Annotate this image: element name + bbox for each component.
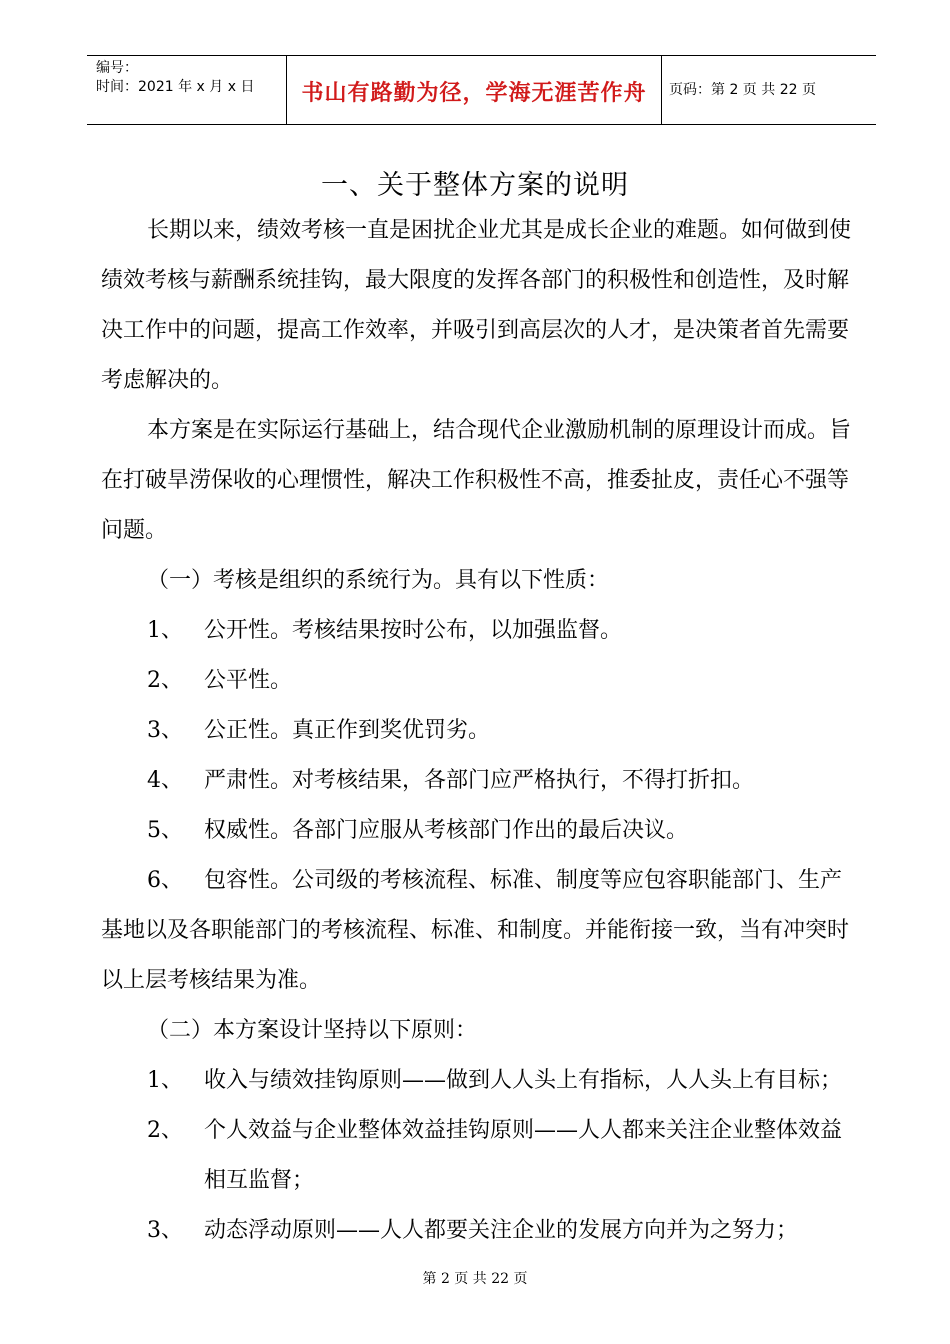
- list-item: [147, 769, 867, 795]
- para2-line: 在打破旱涝保收的心理惯性，解决工作积极性不高，推委扯皮，责任心不强等: [101, 468, 850, 493]
- list-item-text: 公正性。真正作到奖优罚劣。: [204, 718, 491, 743]
- para2-line: 问题。: [101, 518, 168, 543]
- para1-line: 长期以来，绩效考核一直是困扰企业尤其是成长企业的难题。如何做到使: [147, 218, 852, 243]
- list-item-continuation: 基地以及各职能部门的考核流程、标准、和制度。并能衔接一致，当有冲突时: [101, 918, 850, 943]
- list-item-text: 个人效益与企业整体效益挂钩原则——人人都来关注企业整体效益: [204, 1118, 843, 1143]
- section-title: 一、关于整体方案的说明: [321, 170, 629, 201]
- list-item: [147, 619, 867, 645]
- list-item-continuation: 相互监督；: [204, 1168, 315, 1193]
- document-time-label: 时间：2021 年 x 月 x 日: [96, 79, 255, 95]
- section2-heading: （二）本方案设计坚持以下原则：: [147, 1018, 478, 1043]
- header-motto: 书山有路勤为径，学海无涯苦作舟: [301, 81, 647, 106]
- list-item-number: 3、: [147, 1218, 183, 1243]
- list-item: [147, 1219, 867, 1245]
- list-item-number: 1、: [147, 618, 183, 643]
- para1-line: 决工作中的问题，提高工作效率，并吸引到高层次的人才，是决策者首先需要: [101, 318, 850, 343]
- list-item-text: 公开性。考核结果按时公布，以加强监督。: [204, 618, 623, 643]
- list-item-text: 包容性。公司级的考核流程、标准、制度等应包容职能部门、生产: [204, 868, 843, 893]
- section1-heading: （一）考核是组织的系统行为。具有以下性质：: [147, 568, 610, 593]
- header-info-cell: [87, 56, 286, 124]
- para2-line: 本方案是在实际运行基础上，结合现代企业激励机制的原理设计而成。旨: [147, 418, 852, 443]
- list-item-continuation: 以上层考核结果为准。: [101, 968, 322, 993]
- list-item-number: 3、: [147, 718, 183, 743]
- page-header: [87, 55, 876, 125]
- list-item: [147, 1119, 867, 1145]
- list-item: [147, 819, 867, 845]
- list-item-text: 收入与绩效挂钩原则——做到人人头上有指标，人人头上有目标；: [204, 1068, 843, 1093]
- header-motto-cell: [286, 56, 662, 124]
- list-item-number: 2、: [147, 1118, 183, 1143]
- header-page-label: 页码：第 2 页 共 22 页: [669, 82, 816, 98]
- list-item-number: 5、: [147, 818, 183, 843]
- list-item-number: 2、: [147, 668, 183, 693]
- header-page-cell: [661, 56, 876, 124]
- para1-line: 考虑解决的。: [101, 368, 234, 393]
- list-item-text: 严肃性。对考核结果，各部门应严格执行，不得打折扣。: [204, 768, 755, 793]
- list-item-text: 权威性。各部门应服从考核部门作出的最后决议。: [204, 818, 689, 843]
- list-item-number: 6、: [147, 868, 183, 893]
- list-item-text: 动态浮动原则——人人都要关注企业的发展方向并为之努力；: [204, 1218, 799, 1243]
- page-footer: 第 2 页 共 22 页: [422, 1271, 528, 1287]
- list-item-text: 公平性。: [204, 668, 293, 693]
- list-item-number: 1、: [147, 1068, 183, 1093]
- list-item: [147, 1069, 867, 1095]
- para1-line: 绩效考核与薪酬系统挂钩，最大限度的发挥各部门的积极性和创造性，及时解: [101, 268, 850, 293]
- document-number-label: 编号：: [96, 60, 138, 76]
- list-item: [147, 869, 867, 895]
- list-item: [147, 719, 867, 745]
- list-item: [147, 669, 867, 695]
- list-item-number: 4、: [147, 768, 183, 793]
